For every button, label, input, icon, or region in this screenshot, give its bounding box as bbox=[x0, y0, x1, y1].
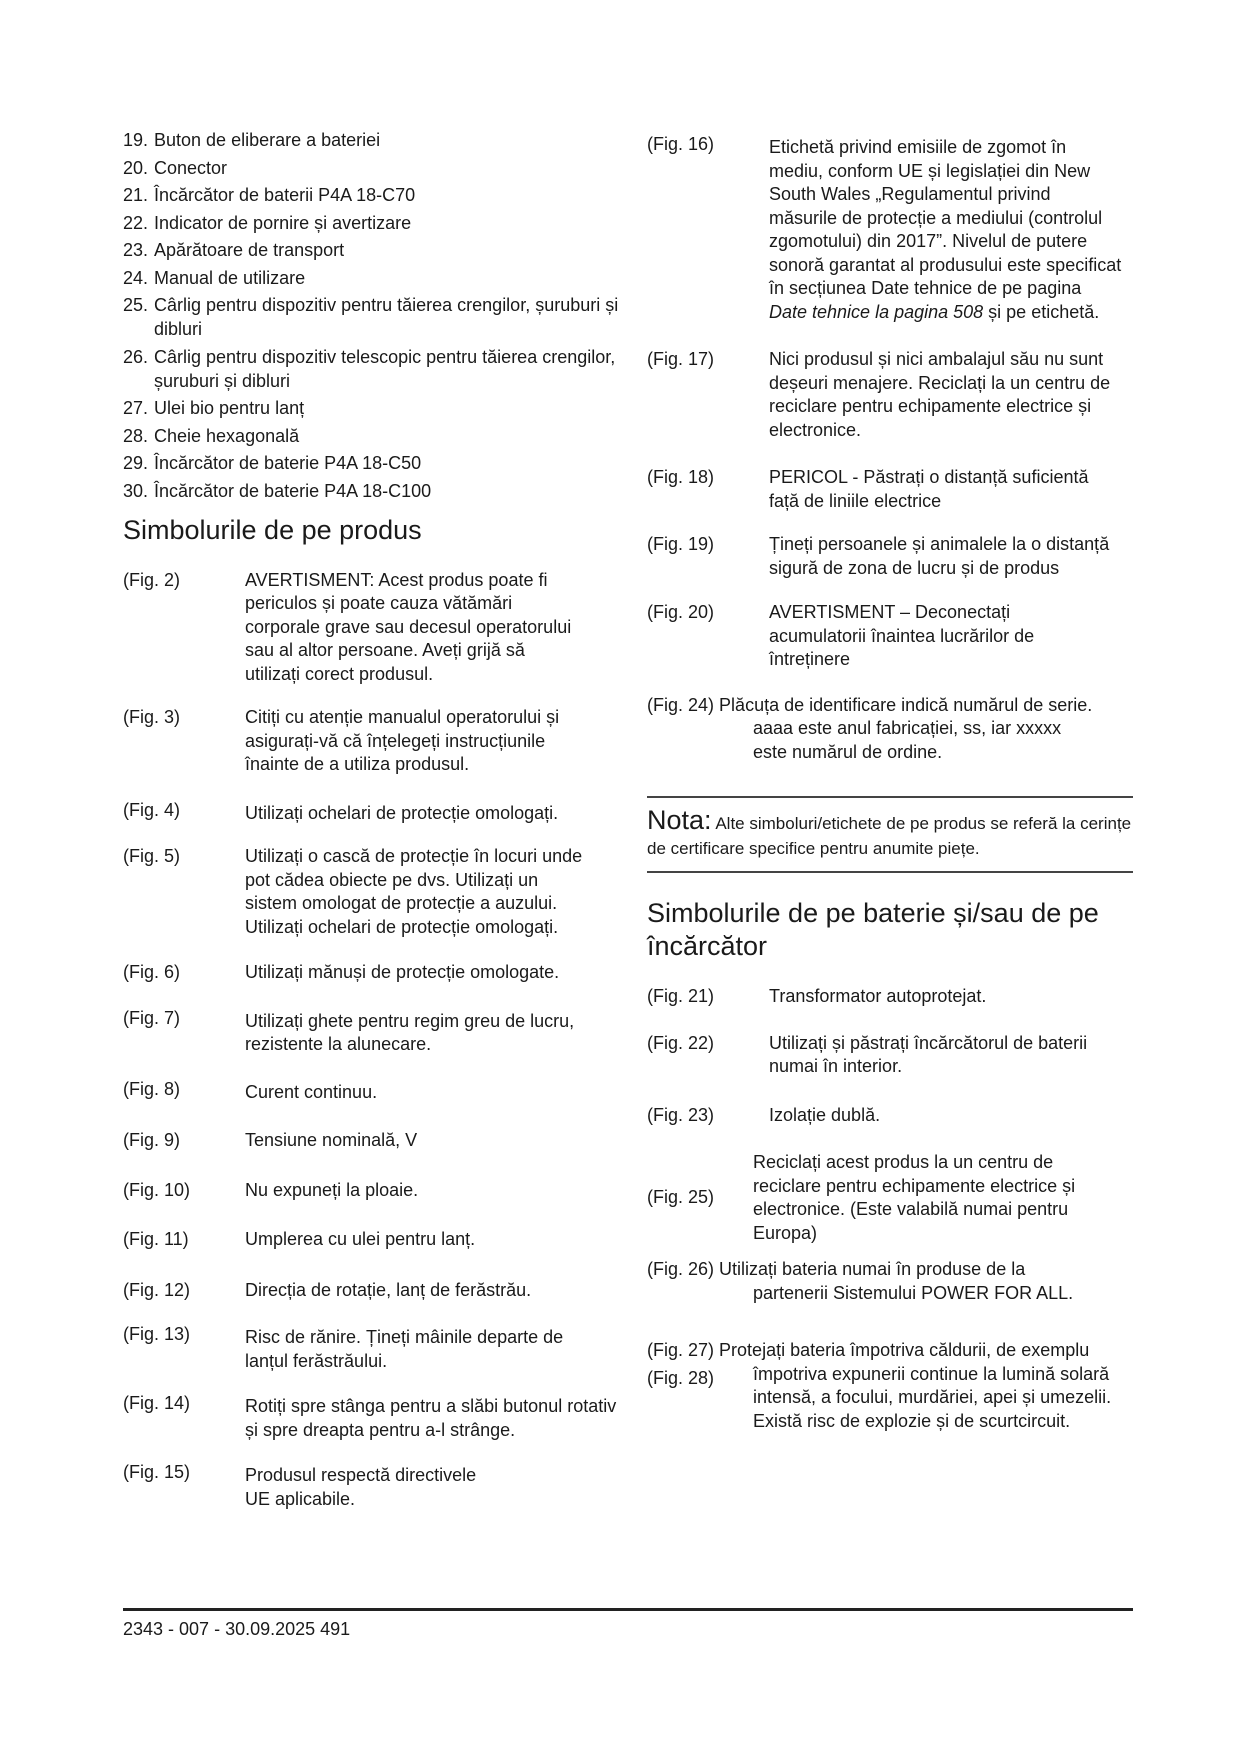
symbol-row bbox=[123, 1228, 623, 1252]
figure-ref: (Fig. 23) bbox=[647, 1104, 715, 1125]
figure-ref: (Fig. 22) bbox=[647, 1032, 715, 1053]
symbol-row bbox=[123, 1323, 623, 1373]
list-item: 29. Încărcător de baterie P4A 18-C50 bbox=[123, 453, 422, 473]
symbol-row bbox=[647, 694, 1133, 765]
figure-ref: (Fig. 8) bbox=[123, 1078, 181, 1099]
symbol-row bbox=[647, 601, 1133, 672]
symbol-row bbox=[123, 1078, 623, 1105]
symbol-row bbox=[647, 1032, 1133, 1079]
figure-ref: (Fig. 21) bbox=[647, 986, 715, 1006]
symbol-description: Țineți persoanele și animalele la o distanță sigură de zona de lucru și de produs bbox=[769, 534, 1110, 578]
parts-list bbox=[123, 128, 623, 503]
symbol-description: Rotiți spre stânga pentru a slăbi butonul rotativ și spre dreapta pentru a-l strânge. bbox=[245, 1396, 617, 1440]
figure-ref: (Fig. 7) bbox=[123, 1007, 181, 1028]
symbol-description: Direcția de rotație, lanț de ferăstrău. bbox=[245, 1279, 532, 1300]
figure-ref: (Fig. 16) bbox=[647, 134, 715, 154]
symbol-row bbox=[123, 961, 623, 985]
list-item: 21. Încărcător de baterii P4A 18-C70 bbox=[123, 185, 416, 205]
symbol-description: Utilizați și păstrați încărcătorul de baterii numai în interior. bbox=[769, 1032, 1088, 1076]
symbol-row bbox=[647, 348, 1133, 442]
symbol-description: Plăcuța de identificare indică numărul de serie. aaaa este anul fabricației, ss, iar xxxxx este numărul de ordine. bbox=[719, 694, 1093, 762]
figure-ref: (Fig. 11) bbox=[123, 1229, 189, 1249]
figure-ref: (Fig. 26) bbox=[647, 1259, 715, 1279]
symbol-row bbox=[647, 1258, 1133, 1305]
figure-ref: (Fig. 14) bbox=[123, 1393, 191, 1413]
figure-ref: (Fig. 2) bbox=[123, 569, 181, 590]
symbol-row bbox=[123, 845, 623, 939]
symbol-description: AVERTISMENT: Acest produs poate fi periculos și poate cauza vătămări corporale grave sau decesul operatorului sau al altor persoane. Aveți grijă să utilizați corect produsul. bbox=[245, 569, 572, 684]
section-heading-product-symbols: Simbolurile de pe produs bbox=[123, 514, 422, 545]
right-column bbox=[647, 136, 1133, 1433]
symbol-description: Etichetă privind emisiile de zgomot în mediu, conform UE și legislației din New South Wales „Regulamentul privind măsurile de protecție a mediului (controlul zgomotului) din 2017”. Nivelul de putere sonoră garantat al produsului este specificat în secțiunea Date tehnice de pe pagina Date tehnice la pagina 508 și pe etichetă. bbox=[769, 137, 1122, 322]
symbol-row bbox=[123, 1179, 623, 1203]
symbol-row bbox=[123, 1129, 623, 1153]
symbol-description: Utilizați ghete pentru regim greu de lucru, rezistente la alunecare. bbox=[245, 1010, 575, 1054]
note-box bbox=[647, 796, 1133, 873]
list-item: 25. Cârlig pentru dispozitiv pentru tăierea crengilor, șuruburi și dibluri bbox=[123, 295, 619, 339]
list-item: 20. Conector bbox=[123, 157, 228, 178]
page-footer: 2343 - 007 - 30.09.2025 491 bbox=[123, 1619, 351, 1639]
figure-ref: (Fig. 18) bbox=[647, 467, 715, 487]
symbol-row bbox=[647, 1339, 1133, 1433]
symbol-description: PERICOL - Păstrați o distanță suficientă față de liniile electrice bbox=[769, 467, 1089, 511]
figure-ref: (Fig. 27) bbox=[647, 1340, 715, 1360]
symbol-row bbox=[647, 1104, 1133, 1128]
symbol-row bbox=[647, 985, 1133, 1009]
symbol-description: Umplerea cu ulei pentru lanț. bbox=[245, 1229, 476, 1249]
figure-ref: (Fig. 13) bbox=[123, 1324, 191, 1344]
symbol-description: Utilizați bateria numai în produse de la partenerii Sistemului POWER FOR ALL. bbox=[719, 1259, 1074, 1303]
symbol-description: Nici produsul și nici ambalajul său nu sunt deșeuri menajere. Reciclați la un centru de reciclare pentru echipamente electrice și electronice. bbox=[769, 349, 1111, 440]
symbol-description: Produsul respectă directivele UE aplicabile. bbox=[245, 1465, 477, 1509]
figure-ref: (Fig. 4) bbox=[123, 799, 181, 820]
symbol-description: Tensiune nominală, V bbox=[245, 1130, 418, 1150]
symbol-row bbox=[123, 1392, 623, 1442]
cross-reference-link[interactable]: Date tehnice la pagina 508 bbox=[769, 301, 984, 322]
symbol-row bbox=[647, 136, 1133, 324]
list-item: 23. Apărătoare de transport bbox=[123, 240, 345, 260]
footer-divider bbox=[123, 1608, 1133, 1611]
note-text: Alte simboluri/etichete de pe produs se referă la cerințe de certificare specifice pentru anumite piețe. bbox=[647, 814, 1132, 858]
symbol-row bbox=[647, 1151, 1133, 1245]
symbol-description: AVERTISMENT – Deconectați acumulatorii înaintea lucrărilor de întreținere bbox=[769, 602, 1035, 669]
figure-ref: (Fig. 19) bbox=[647, 534, 715, 554]
symbol-description: Transformator autoprotejat. bbox=[769, 986, 987, 1006]
figure-ref: (Fig. 12) bbox=[123, 1279, 191, 1300]
figure-ref: (Fig. 9) bbox=[123, 1130, 181, 1150]
symbol-row bbox=[647, 533, 1133, 580]
symbol-row bbox=[647, 466, 1133, 513]
note-label: Nota: bbox=[647, 805, 712, 835]
symbol-description: Nu expuneți la ploaie. bbox=[245, 1179, 419, 1200]
figure-ref: (Fig. 5) bbox=[123, 846, 181, 866]
symbol-description: Utilizați o cască de protecție în locuri unde pot cădea obiecte pe dvs. Utilizați un sistem omologat de protecție a auzului. Utilizați ochelari de protecție omologați. bbox=[245, 846, 583, 937]
list-item: 28. Cheie hexagonală bbox=[123, 425, 300, 446]
figure-ref: (Fig. 6) bbox=[123, 962, 181, 982]
list-item: 27. Ulei bio pentru lanț bbox=[123, 398, 305, 418]
figure-ref: (Fig. 28) bbox=[647, 1367, 722, 1391]
list-item: 26. Cârlig pentru dispozitiv telescopic pentru tăierea crengilor, șuruburi și dibluri bbox=[123, 346, 616, 391]
figure-ref: (Fig. 17) bbox=[647, 349, 715, 369]
symbol-row bbox=[123, 706, 623, 777]
list-item: 19. Buton de eliberare a bateriei bbox=[123, 130, 381, 150]
figure-ref: (Fig. 20) bbox=[647, 602, 715, 622]
figure-ref: (Fig. 24) bbox=[647, 694, 715, 715]
figure-ref: (Fig. 25) bbox=[647, 1187, 715, 1208]
figure-ref: (Fig. 10) bbox=[123, 1179, 191, 1200]
list-item: 30. Încărcător de baterie P4A 18-C100 bbox=[123, 480, 432, 501]
symbol-description: Utilizați mănuși de protecție omologate. bbox=[245, 962, 560, 982]
symbol-row bbox=[123, 1007, 623, 1057]
symbol-description: Reciclați acest produs la un centru de reciclare pentru echipamente electrice și electronice. (Este valabilă numai pentru Europa) bbox=[753, 1152, 1076, 1243]
symbol-description: Curent continuu. bbox=[245, 1081, 378, 1102]
figure-ref: (Fig. 15) bbox=[123, 1462, 191, 1482]
section-heading-battery-symbols: Simbolurile de pe baterie și/sau de pe încărcător bbox=[647, 898, 1099, 961]
symbol-description: Risc de rănire. Țineți mâinile departe de lanțul ferăstrăului. bbox=[245, 1327, 564, 1371]
symbol-row bbox=[123, 1279, 623, 1303]
symbol-description: Citiți cu atenție manualul operatorului și asigurați-vă că înțelegeți instrucțiunile înainte de a utiliza produsul. bbox=[245, 707, 560, 774]
list-item: 22. Indicator de pornire și avertizare bbox=[123, 212, 412, 233]
symbol-row bbox=[123, 1461, 623, 1511]
symbol-description: Izolație dublă. bbox=[769, 1104, 881, 1125]
symbol-description: Utilizați ochelari de protecție omologați. bbox=[245, 802, 559, 823]
symbol-row bbox=[123, 799, 623, 826]
left-column bbox=[123, 128, 623, 1511]
symbol-description: Protejați bateria împotriva căldurii, de exemplu împotriva expunerii continue la lumină solară intensă, a focului, murdăriei, apei și umezelii. Există risc de explozie și de scurtcircuit. bbox=[719, 1340, 1112, 1431]
list-item: 24. Manual de utilizare bbox=[123, 267, 306, 288]
symbol-row bbox=[123, 569, 623, 687]
figure-ref: (Fig. 3) bbox=[123, 707, 181, 727]
